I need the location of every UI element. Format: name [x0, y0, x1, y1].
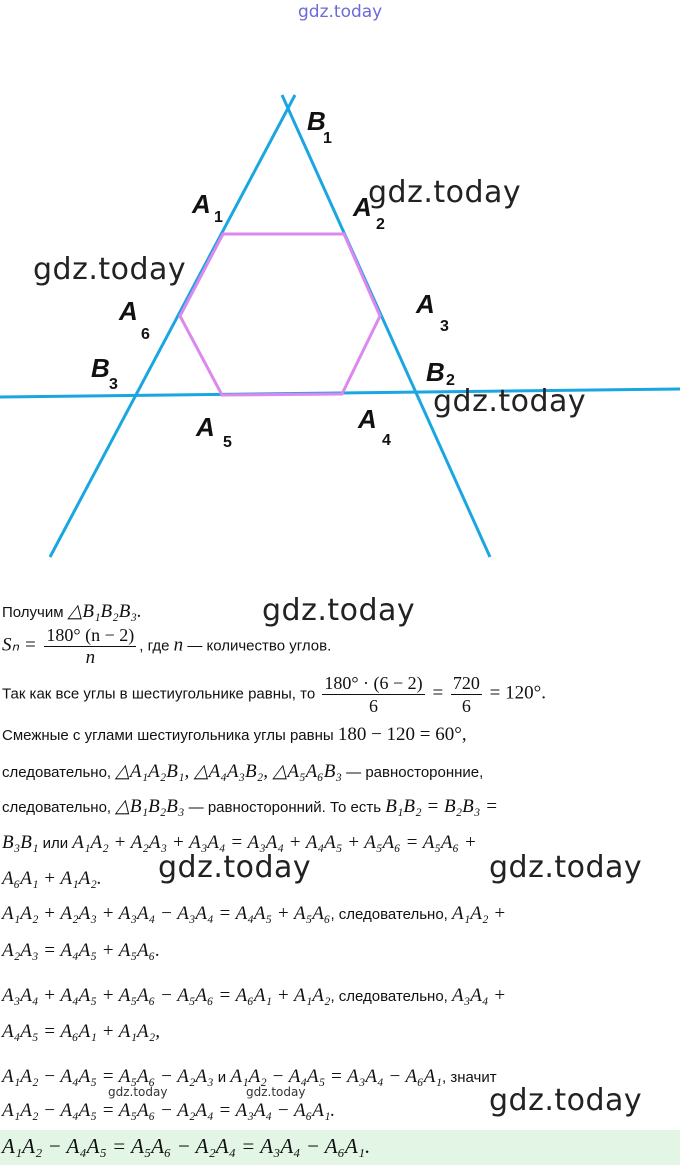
solution-line-8: A₆A₁ + A₁A₂.: [2, 868, 102, 889]
label-a3-index: 3: [440, 318, 449, 335]
label-a4-letter: A: [358, 404, 377, 434]
solution-line-12: A₄A₅ = A₆A₁ + A₁A₂,: [2, 1021, 160, 1042]
label-a6-index: 6: [141, 326, 150, 343]
label-a6: [118, 296, 150, 343]
solution-line-5: следовательно, △A₁A₂B₁, △A₄A₃B₂, △A₅A₆B₃ — равносторонние,: [2, 761, 484, 782]
watermark-text-4: gdz.today: [489, 1083, 643, 1118]
side-b1-b2: [282, 95, 490, 557]
label-a4: [357, 404, 391, 449]
solution-line-7: B₃B₁ или A₁A₂ + A₂A₃ + A₃A₄ = A₃A₄ + A₄A₅ + A₅A₆ = A₅A₆ +: [2, 832, 477, 853]
label-b1-letter: B: [307, 106, 326, 136]
watermark-figure-3: gdz.today: [433, 384, 587, 419]
label-a1: [191, 189, 223, 226]
label-a1-letter: A: [192, 189, 211, 219]
label-b1: [307, 106, 332, 147]
watermark-small-2: gdz.today: [246, 1085, 306, 1099]
label-b2-letter: B: [426, 357, 445, 387]
solution-line-4: Смежные с углами шестиугольника углы равны 180 − 120 = 60°,: [2, 724, 467, 745]
label-a2-letter: A: [353, 192, 372, 222]
triangle-hexagon-figure: [0, 80, 680, 560]
label-a4-index: 4: [382, 432, 391, 449]
solution-line-14: A₁A₂ − A₄A₅ = A₅A₆ − A₂A₄ = A₃A₄ − A₆A₁.: [2, 1100, 336, 1121]
label-a5-index: 5: [223, 434, 232, 451]
solution-line-3: Так как все углы в шестиугольнике равны, то $\frac{180^\circ \cdot (6 - 2)}{6}$ = $\frac{720}{6}$ = 120°.: [2, 673, 546, 716]
label-a3: [415, 289, 449, 335]
side-b1-b3: [50, 95, 295, 557]
fraction-720: $\frac{720}{6}$: [452, 673, 480, 716]
label-b1-index: 1: [323, 130, 332, 147]
label-b2-index: 2: [446, 372, 455, 389]
label-b3-letter: B: [91, 353, 110, 383]
answer-highlight: [0, 1130, 680, 1165]
label-b3: [91, 353, 118, 393]
fraction-angle-sum: $\frac{180^\circ \cdot (6 - 2)}{6}$: [324, 673, 423, 716]
solution-line-6: следовательно, △B₁B₂B₃ — равносторонний. То есть B₁B₂ = B₂B₃ =: [2, 796, 498, 817]
solution-line-1: Получим △B₁B₂B₃.: [2, 601, 142, 622]
triangle-lines: [0, 95, 680, 557]
label-a3-letter: A: [416, 289, 435, 319]
watermark-text-2: gdz.today: [158, 850, 312, 885]
label-a6-letter: A: [119, 296, 138, 326]
watermark-figure-2: gdz.today: [33, 252, 187, 287]
solution-line-2: Sₙ = $\frac{180^\circ (n - 2)}{n}$ , где n — количество углов.: [2, 625, 332, 668]
hexagon: [180, 234, 380, 395]
watermark-figure-1: gdz.today: [368, 175, 522, 210]
watermark-top: gdz.today: [298, 2, 383, 22]
watermark-small-1: gdz.today: [108, 1085, 168, 1099]
label-b3-index: 3: [109, 376, 118, 393]
fraction-formula: $\frac{180^\circ (n - 2)}{n}$: [46, 625, 135, 668]
watermark-text-1: gdz.today: [262, 593, 416, 628]
solution-line-13: A₁A₂ − A₄A₅ = A₅A₆ − A₂A₃ и A₁A₂ − A₄A₅ = A₃A₄ − A₆A₁, значит: [2, 1066, 497, 1087]
label-a2-index: 2: [376, 216, 385, 233]
answer-text: A₁A₂ − A₄A₅ = A₅A₆ − A₂A₄ = A₃A₄ − A₆A₁.: [2, 1134, 371, 1158]
label-a5-letter: A: [196, 412, 215, 442]
label-a1-index: 1: [214, 209, 223, 226]
solution-line-9: A₁A₂ + A₂A₃ + A₃A₄ − A₃A₄ = A₄A₅ + A₅A₆, следовательно, A₁A₂ +: [2, 903, 507, 924]
label-a5: [195, 412, 232, 451]
watermark-text-3: gdz.today: [489, 850, 643, 885]
solution-line-11: A₃A₄ + A₄A₅ + A₅A₆ − A₅A₆ = A₆A₁ + A₁A₂, следовательно, A₃A₄ +: [2, 985, 507, 1006]
solution-line-10: A₂A₃ = A₄A₅ + A₅A₆.: [2, 940, 160, 961]
